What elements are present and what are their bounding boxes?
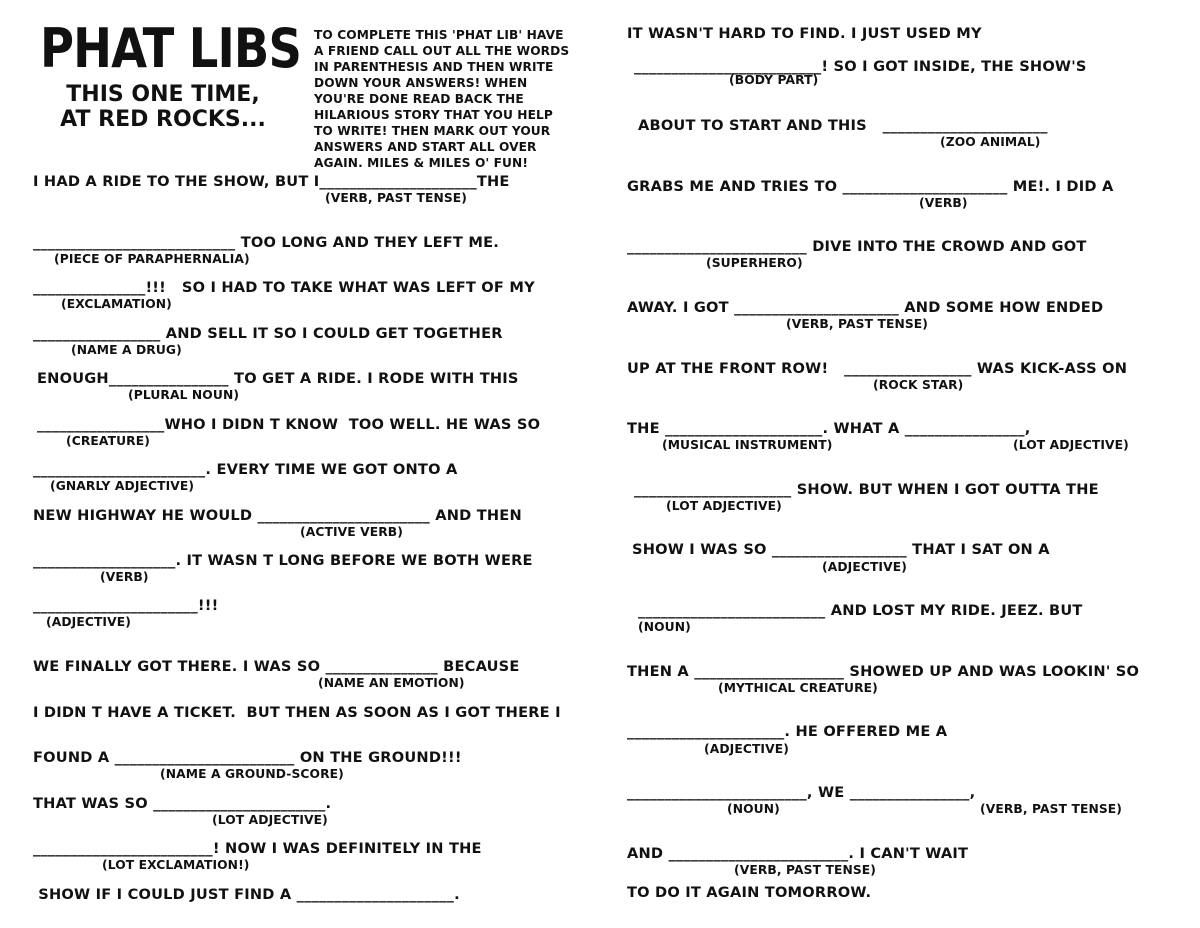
story-line: THE _____________________. WHAT A ________________,: [627, 420, 1031, 437]
subtitle-line: AT RED ROCKS...: [60, 107, 266, 133]
story-line: ABOUT TO START AND THIS ______________________: [638, 117, 1048, 134]
word-hint: (ADJECTIVE): [704, 742, 789, 756]
story-line: THEN A ____________________ SHOWED UP AND WAS LOOKIN' SO: [627, 663, 1140, 680]
story-line: _________________ AND SELL IT SO I COULD GET TOGETHER: [33, 325, 503, 342]
story-line: GRABS ME AND TRIES TO ______________________ ME!. I DID A: [627, 178, 1114, 195]
word-hint: (BODY PART): [729, 73, 819, 87]
word-hint: (VERB, PAST TENSE): [734, 863, 877, 877]
story-line: WE FINALLY GOT THERE. I WAS SO _______________ BECAUSE: [33, 658, 520, 675]
story-line: _________________________! SO I GOT INSIDE, THE SHOW'S: [634, 58, 1087, 75]
story-line: ________________________, WE ________________,: [627, 784, 976, 801]
word-hint: (PIECE OF PARAPHERNALIA): [54, 252, 250, 266]
word-hint: (MYTHICAL CREATURE): [718, 681, 878, 695]
word-hint: (LOT ADJECTIVE): [212, 813, 328, 827]
word-hint: (ACTIVE VERB): [300, 525, 404, 539]
story-line: AND ________________________. I CAN'T WAIT: [627, 845, 969, 862]
subtitle-line: THIS ONE TIME,: [66, 82, 260, 107]
word-hint: (SUPERHERO): [706, 256, 803, 270]
story-line: I HAD A RIDE TO THE SHOW, BUT I_____________________THE: [33, 173, 510, 190]
word-hint: (VERB, PAST TENSE): [786, 317, 929, 331]
word-hint: (NOUN): [638, 620, 691, 634]
story-line: _____________________ SHOW. BUT WHEN I GOT OUTTA THE: [634, 481, 1099, 498]
word-hint: (NAME A DRUG): [71, 343, 182, 357]
word-hint: (NAME A GROUND-SCORE): [160, 767, 344, 781]
word-hint: (VERB, PAST TENSE): [980, 802, 1123, 816]
story-line: TO DO IT AGAIN TOMORROW.: [627, 884, 872, 901]
word-hint: (LOT ADJECTIVE): [666, 499, 782, 513]
word-hint: (ADJECTIVE): [822, 560, 907, 574]
word-hint: (NAME AN EMOTION): [318, 676, 465, 690]
page-title: PHAT LIBS: [40, 17, 302, 80]
story-line: _________________WHO I DIDN T KNOW TOO WELL. HE WAS SO: [37, 416, 541, 433]
subtitle: [54, 82, 272, 133]
story-line: IT WASN'T HARD TO FIND. I JUST USED MY: [627, 25, 982, 42]
story-line: ___________________________ TOO LONG AND THEY LEFT ME.: [33, 234, 499, 251]
word-hint: (ADJECTIVE): [46, 615, 131, 629]
story-line: ________________________ DIVE INTO THE CROWD AND GOT: [627, 238, 1087, 255]
word-hint: (VERB, PAST TENSE): [325, 191, 468, 205]
story-line: I DIDN T HAVE A TICKET. BUT THEN AS SOON AS I GOT THERE I: [33, 704, 561, 721]
instructions-text: TO COMPLETE THIS 'PHAT LIB' HAVE A FRIEND CALL OUT ALL THE WORDS IN PARENTHESIS AND THEN WRITE DOWN YOUR ANSWERS! WHEN YOU'RE DONE READ BACK THE HILARIOUS STORY THAT YOU HELP TO WRITE! THEN MARK OUT YOUR ANSWERS AND START ALL OVER AGAIN. MILES & MILES O' FUN!: [314, 28, 570, 170]
word-hint: (CREATURE): [66, 434, 150, 448]
word-hint: (VERB): [919, 196, 968, 210]
story-line: SHOW I WAS SO __________________ THAT I SAT ON A: [632, 541, 1050, 558]
story-line: _______________________. EVERY TIME WE GOT ONTO A: [33, 461, 458, 478]
story-line: ________________________! NOW I WAS DEFINITELY IN THE: [33, 840, 482, 857]
story-line: _______________!!! SO I HAD TO TAKE WHAT WAS LEFT OF MY: [33, 279, 535, 296]
story-line: _________________________ AND LOST MY RIDE. JEEZ. BUT: [638, 602, 1083, 619]
word-hint: (ZOO ANIMAL): [940, 135, 1041, 149]
story-line: ENOUGH________________ TO GET A RIDE. I RODE WITH THIS: [37, 370, 519, 387]
story-line: ___________________. IT WASN T LONG BEFORE WE BOTH WERE: [33, 552, 533, 569]
word-hint: (GNARLY ADJECTIVE): [50, 479, 195, 493]
story-line: AWAY. I GOT ______________________ AND SOME HOW ENDED: [627, 299, 1104, 316]
word-hint: (ROCK STAR): [873, 378, 964, 392]
word-hint: (NOUN): [727, 802, 780, 816]
story-line: _____________________. HE OFFERED ME A: [627, 723, 948, 740]
word-hint: (LOT ADJECTIVE): [1013, 438, 1129, 452]
story-line: UP AT THE FRONT ROW! _________________ WAS KICK-ASS ON: [627, 360, 1128, 377]
word-hint: (LOT EXCLAMATION!): [102, 858, 250, 872]
story-line: NEW HIGHWAY HE WOULD _______________________ AND THEN: [33, 507, 522, 524]
word-hint: (EXCLAMATION): [61, 297, 172, 311]
word-hint: (PLURAL NOUN): [128, 388, 240, 402]
story-line: ______________________!!!: [33, 597, 219, 614]
story-line: FOUND A ________________________ ON THE GROUND!!!: [33, 749, 462, 766]
word-hint: (VERB): [100, 570, 149, 584]
word-hint: (MUSICAL INSTRUMENT): [662, 438, 833, 452]
story-line: SHOW IF I COULD JUST FIND A _____________________.: [33, 886, 460, 903]
story-line: THAT WAS SO _______________________.: [33, 795, 332, 812]
